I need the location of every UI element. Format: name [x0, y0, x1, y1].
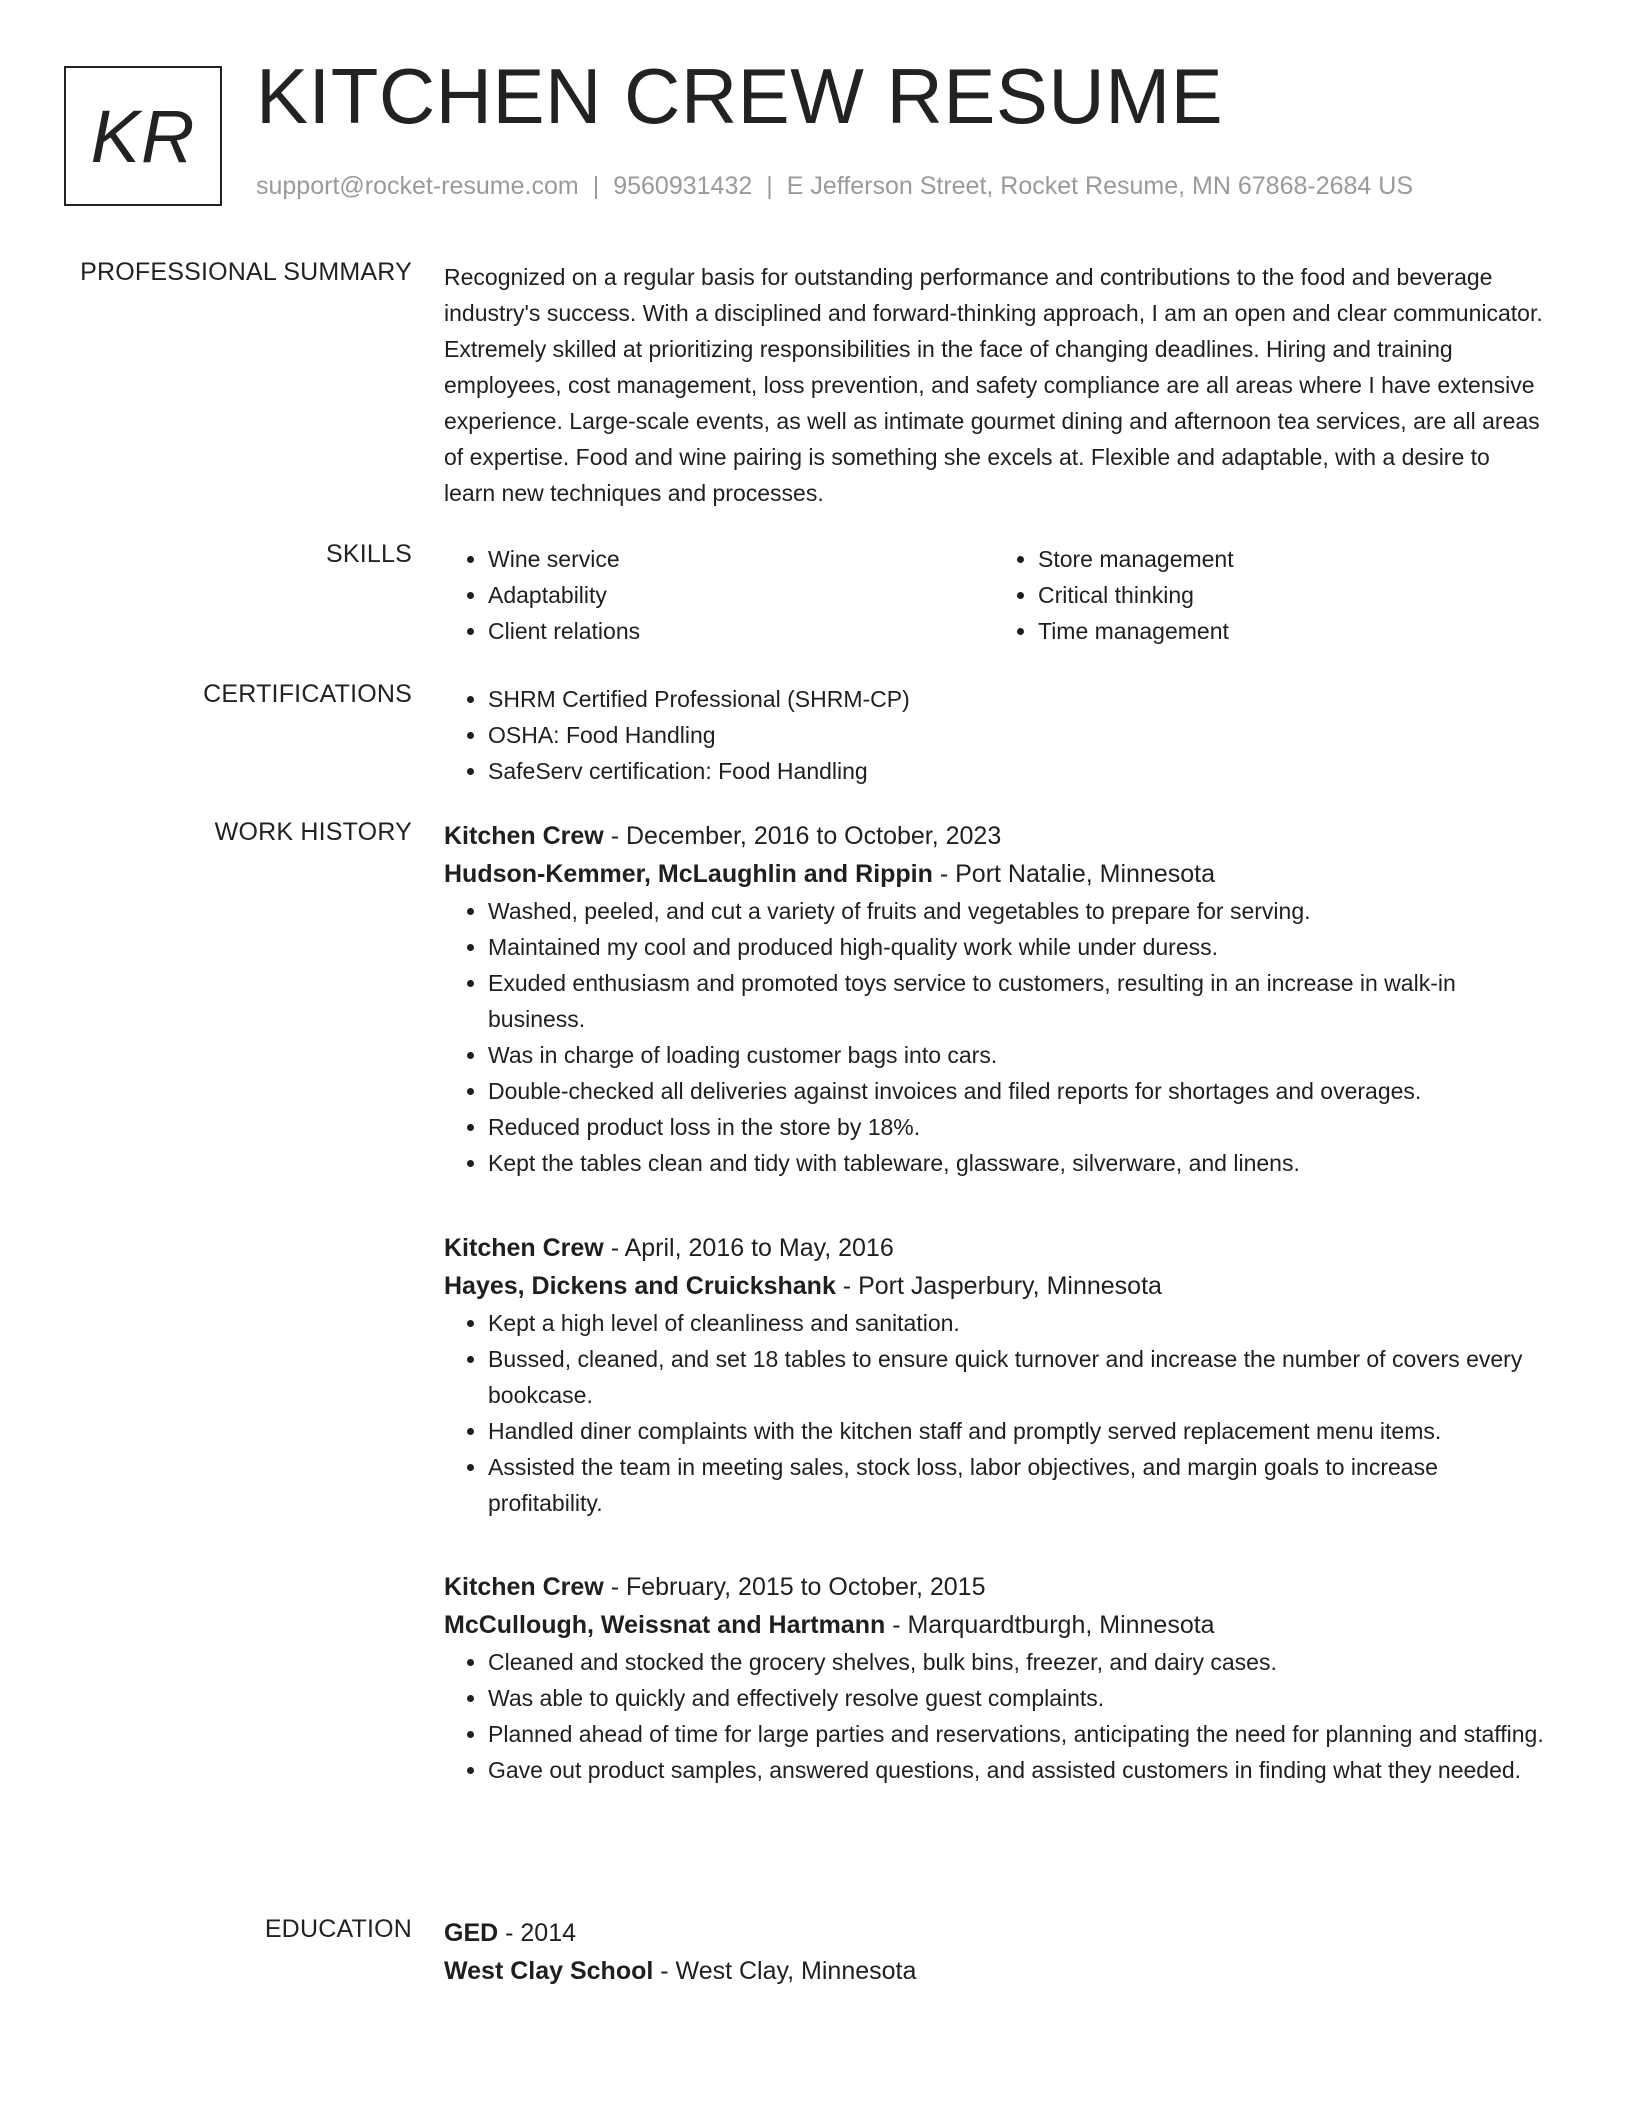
education-year: - 2014	[498, 1919, 577, 1947]
job-bullet: • Gave out product samples, answered questions, and assisted customers in finding what they needed.	[488, 1752, 1544, 1788]
job-company-line	[444, 855, 1544, 893]
job-title-line	[444, 817, 1544, 855]
resume-title: KITCHEN CREW RESUME	[256, 52, 1224, 140]
skill-item: • Critical thinking	[1038, 577, 1544, 613]
job-bullet: • Was in charge of loading customer bags into cars.	[488, 1037, 1544, 1073]
skill-item: • Wine service	[488, 541, 994, 577]
job-title: Kitchen Crew	[444, 822, 604, 850]
skill-item: • Time management	[1038, 613, 1544, 649]
job-bullet: • Maintained my cool and produced high-quality work while under duress.	[488, 929, 1544, 965]
skill-item: • Store management	[1038, 541, 1544, 577]
skills-body	[444, 541, 1544, 649]
job-location: - Port Jasperbury, Minnesota	[835, 1272, 1162, 1300]
job-bullet: • Planned ahead of time for large parties and reservations, anticipating the need for planning and staffing.	[488, 1716, 1544, 1752]
certifications-heading: CERTIFICATIONS	[203, 680, 412, 708]
job-bullet: • Double-checked all deliveries against invoices and filed reports for shortages and overages.	[488, 1073, 1544, 1109]
job-bullet: • Was able to quickly and effectively resolve guest complaints.	[488, 1680, 1544, 1716]
initials: KR	[90, 94, 196, 178]
job-location: - Marquardtburgh, Minnesota	[885, 1611, 1215, 1639]
education-degree-line	[444, 1914, 1544, 1952]
skill-item: • Adaptability	[488, 577, 994, 613]
work-history-heading: WORK HISTORY	[214, 818, 412, 846]
job-bullets	[444, 893, 1544, 1181]
job-title: Kitchen Crew	[444, 1573, 604, 1601]
skills-grid	[444, 541, 1544, 649]
job-company-line	[444, 1267, 1544, 1305]
job-body	[444, 817, 1544, 1181]
education-heading: EDUCATION	[264, 1915, 412, 1943]
skill-item: • Client relations	[488, 613, 994, 649]
job-bullet: • Washed, peeled, and cut a variety of fruits and vegetables to prepare for serving.	[488, 893, 1544, 929]
job-body	[444, 1229, 1544, 1521]
summary-heading: PROFESSIONAL SUMMARY	[80, 258, 412, 286]
education-body	[444, 1914, 1544, 1990]
monogram-box	[64, 66, 222, 206]
job-bullet: • Cleaned and stocked the grocery shelves, bulk bins, freezer, and dairy cases.	[488, 1644, 1544, 1680]
summary-text: Recognized on a regular basis for outstanding performance and contributions to the food and beverage industry's success. With a disciplined and forward-thinking approach, I am an open and clear communicator. Extremely skilled at prioritizing responsibilities in the face of changing deadlines. Hiring and training employees, cost management, loss prevention, and safety compliance are all areas where I have extensive experience. Large-scale events, as well as intimate gourmet dining and afternoon tea services, are all areas of expertise. Food and wine pairing is something she excels at. Flexible and adaptable, with a desire to learn new techniques and processes.	[444, 264, 1543, 506]
contact-separator: |	[766, 172, 773, 200]
job-bullet: • Reduced product loss in the store by 18%.	[488, 1109, 1544, 1145]
contact-email: support@rocket-resume.com	[256, 172, 579, 200]
skills-list-left	[444, 541, 994, 649]
certifications-body	[444, 681, 1544, 789]
certifications-list	[444, 681, 1544, 789]
job-title: Kitchen Crew	[444, 1234, 604, 1262]
job-bullets	[444, 1644, 1544, 1788]
contact-separator: |	[592, 172, 600, 200]
job-bullet: • Handled diner complaints with the kitchen staff and promptly served replacement menu items.	[488, 1413, 1544, 1449]
job-bullet: • Kept a high level of cleanliness and sanitation.	[488, 1305, 1544, 1341]
contact-line	[256, 172, 1413, 201]
job-company: Hudson-Kemmer, McLaughlin and Rippin	[444, 860, 933, 888]
job-dates: - December, 2016 to October, 2023	[603, 822, 1002, 850]
job-dates: - April, 2016 to May, 2016	[603, 1234, 894, 1262]
job-bullet: • Kept the tables clean and tidy with tableware, glassware, silverware, and linens.	[488, 1145, 1544, 1181]
certification-item: • SafeServ certification: Food Handling	[488, 753, 1544, 789]
certification-item: • SHRM Certified Professional (SHRM-CP)	[488, 681, 1544, 717]
skills-heading: SKILLS	[326, 540, 412, 568]
education-school: West Clay School	[444, 1957, 654, 1985]
education-school-line	[444, 1952, 1544, 1990]
skills-list-right	[994, 541, 1544, 649]
contact-phone: 9560931432	[613, 172, 753, 200]
job-bullet: • Bussed, cleaned, and set 18 tables to ensure quick turnover and increase the number of covers every bookcase.	[488, 1341, 1544, 1413]
job-company: McCullough, Weissnat and Hartmann	[444, 1611, 886, 1639]
contact-address: E Jefferson Street, Rocket Resume, MN 67868-2684 US	[786, 172, 1413, 200]
job-body	[444, 1568, 1544, 1788]
job-company-line	[444, 1606, 1544, 1644]
job-title-line	[444, 1568, 1544, 1606]
job-bullet: • Exuded enthusiasm and promoted toys service to customers, resulting in an increase in walk-in business.	[488, 965, 1544, 1037]
certification-item: • OSHA: Food Handling	[488, 717, 1544, 753]
job-bullets	[444, 1305, 1544, 1521]
education-degree: GED	[444, 1919, 499, 1947]
job-location: - Port Natalie, Minnesota	[932, 860, 1215, 888]
job-bullet: • Assisted the team in meeting sales, stock loss, labor objectives, and margin goals to increase profitability.	[488, 1449, 1544, 1521]
job-dates: - February, 2015 to October, 2015	[603, 1573, 986, 1601]
job-title-line	[444, 1229, 1544, 1267]
summary-body	[444, 259, 1544, 511]
education-location: - West Clay, Minnesota	[653, 1957, 917, 1985]
job-company: Hayes, Dickens and Cruickshank	[444, 1272, 836, 1300]
